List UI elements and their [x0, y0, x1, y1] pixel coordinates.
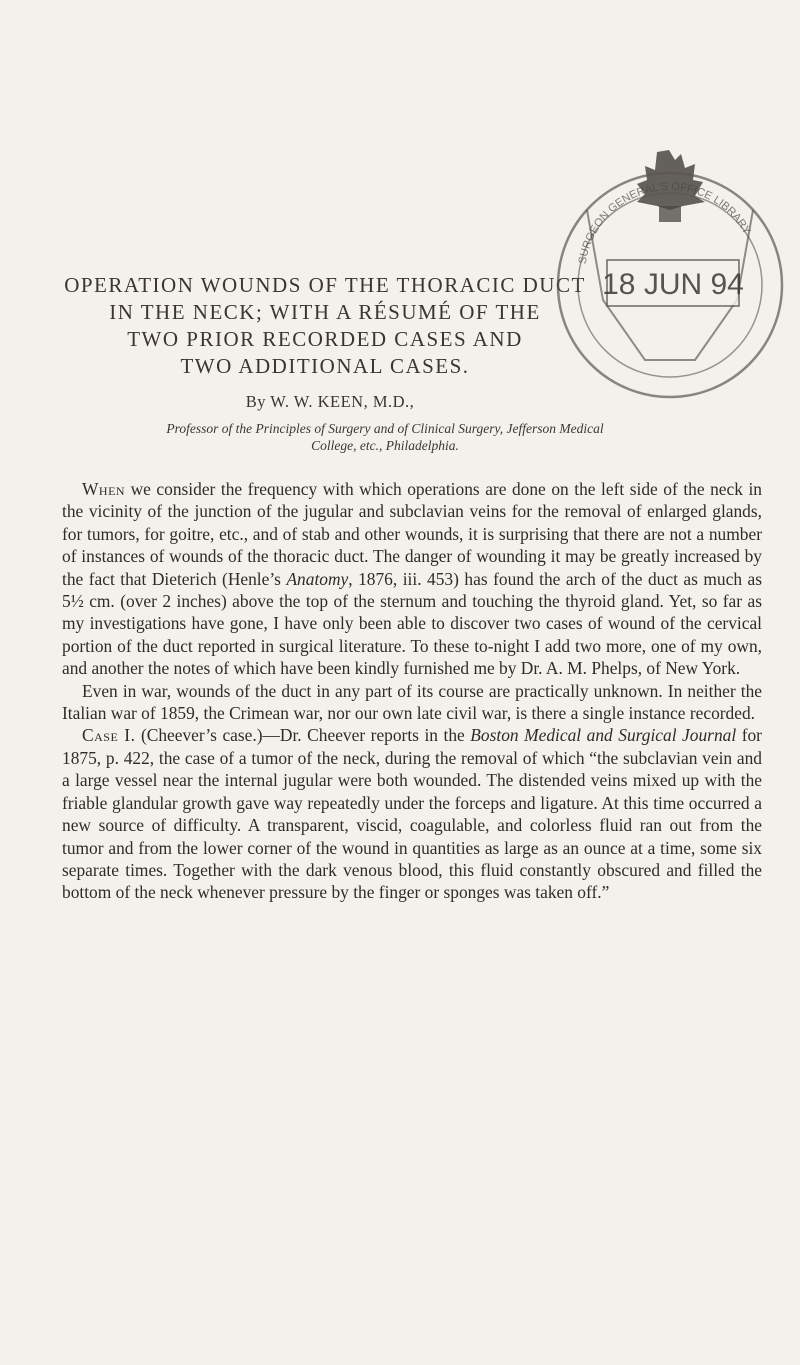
lead-word: When: [82, 479, 126, 499]
title-line: OPERATION WOUNDS OF THE THORACIC DUCT: [64, 273, 586, 297]
title-line: IN THE NECK; WITH A RÉSUMÉ OF THE: [109, 300, 541, 324]
affiliation-line: Professor of the Principles of Surgery and of Clinical Surgery, Jefferson Medical: [166, 421, 604, 436]
affiliation-line: College, etc., Philadelphia.: [311, 438, 459, 453]
article-body: [62, 478, 762, 904]
case-heading: Case I.: [82, 725, 136, 746]
paragraph: When we consider the frequency with which operations are done on the left side of the neck in the vicinity of the junction of the jugular and subclavian veins for the removal of enlarged glands, for tumors, for goitre, etc., and of stab and other wounds, it is surprising that there are not a number of instances of wounds of the thoracic duct. The danger of wounding it may be greatly increased by the fact that Dieterich (Henle’s Anatomy, 1876, iii. 453) has found the arch of the duct as much as 5½ cm. (over 2 inches) above the top of the sternum and touching the thyroid gland. Yet, so far as my investigations have gone, I have only been able to discover two cases of wound of the cervical portion of the duct reported in surgical literature. To these to-night I add two more, one of my own, and another the notes of which have been kindly furnished me by Dr. A. M. Phelps, of New York.: [62, 479, 762, 679]
title-line: TWO ADDITIONAL CASES.: [180, 354, 470, 378]
journal-title: Boston Medical and Surgical Journal: [470, 725, 737, 746]
library-stamp: [545, 150, 795, 450]
library-stamp-graphic: [545, 150, 795, 450]
title-line: TWO PRIOR RECORDED CASES AND: [127, 327, 523, 351]
article-title: [30, 272, 620, 380]
paragraph: Case I. (Cheever’s case.)—Dr. Cheever reports in the Boston Medical and Surgical Journal for 1875, p. 422, the case of a tumor of the neck, during the removal of which “the subclavian vein and a large vessel near the internal jugular were both wounded. The distended veins mixed up with the friable glandular growth gave way repeatedly under the forceps and ligature. At this time occurred a new source of difficulty. A transparent, viscid, coagulable, and colorless fluid ran out from the tumor and from the lower corner of the wound in quantities as large as an ounce at a time, some six separate times. Together with the dark venous blood, this fluid constantly obscured and filled the bottom of the neck whenever pressure by the finger or sponges was taken off.”: [62, 725, 762, 903]
stamp-date: 18 JUN 94: [602, 268, 744, 301]
stamp-ring-text: SURGEON GENERAL'S OFFICE LIBRARY: [576, 180, 753, 265]
journal-title: Anatomy: [286, 568, 349, 589]
author-byline: By W. W. KEEN, M.D.,: [245, 392, 415, 411]
paragraph: Even in war, wounds of the duct in any part of its course are practically unknown. In neither the Italian war of 1859, the Crimean war, nor our own late civil war, is there a single instance recorded.: [62, 680, 762, 724]
